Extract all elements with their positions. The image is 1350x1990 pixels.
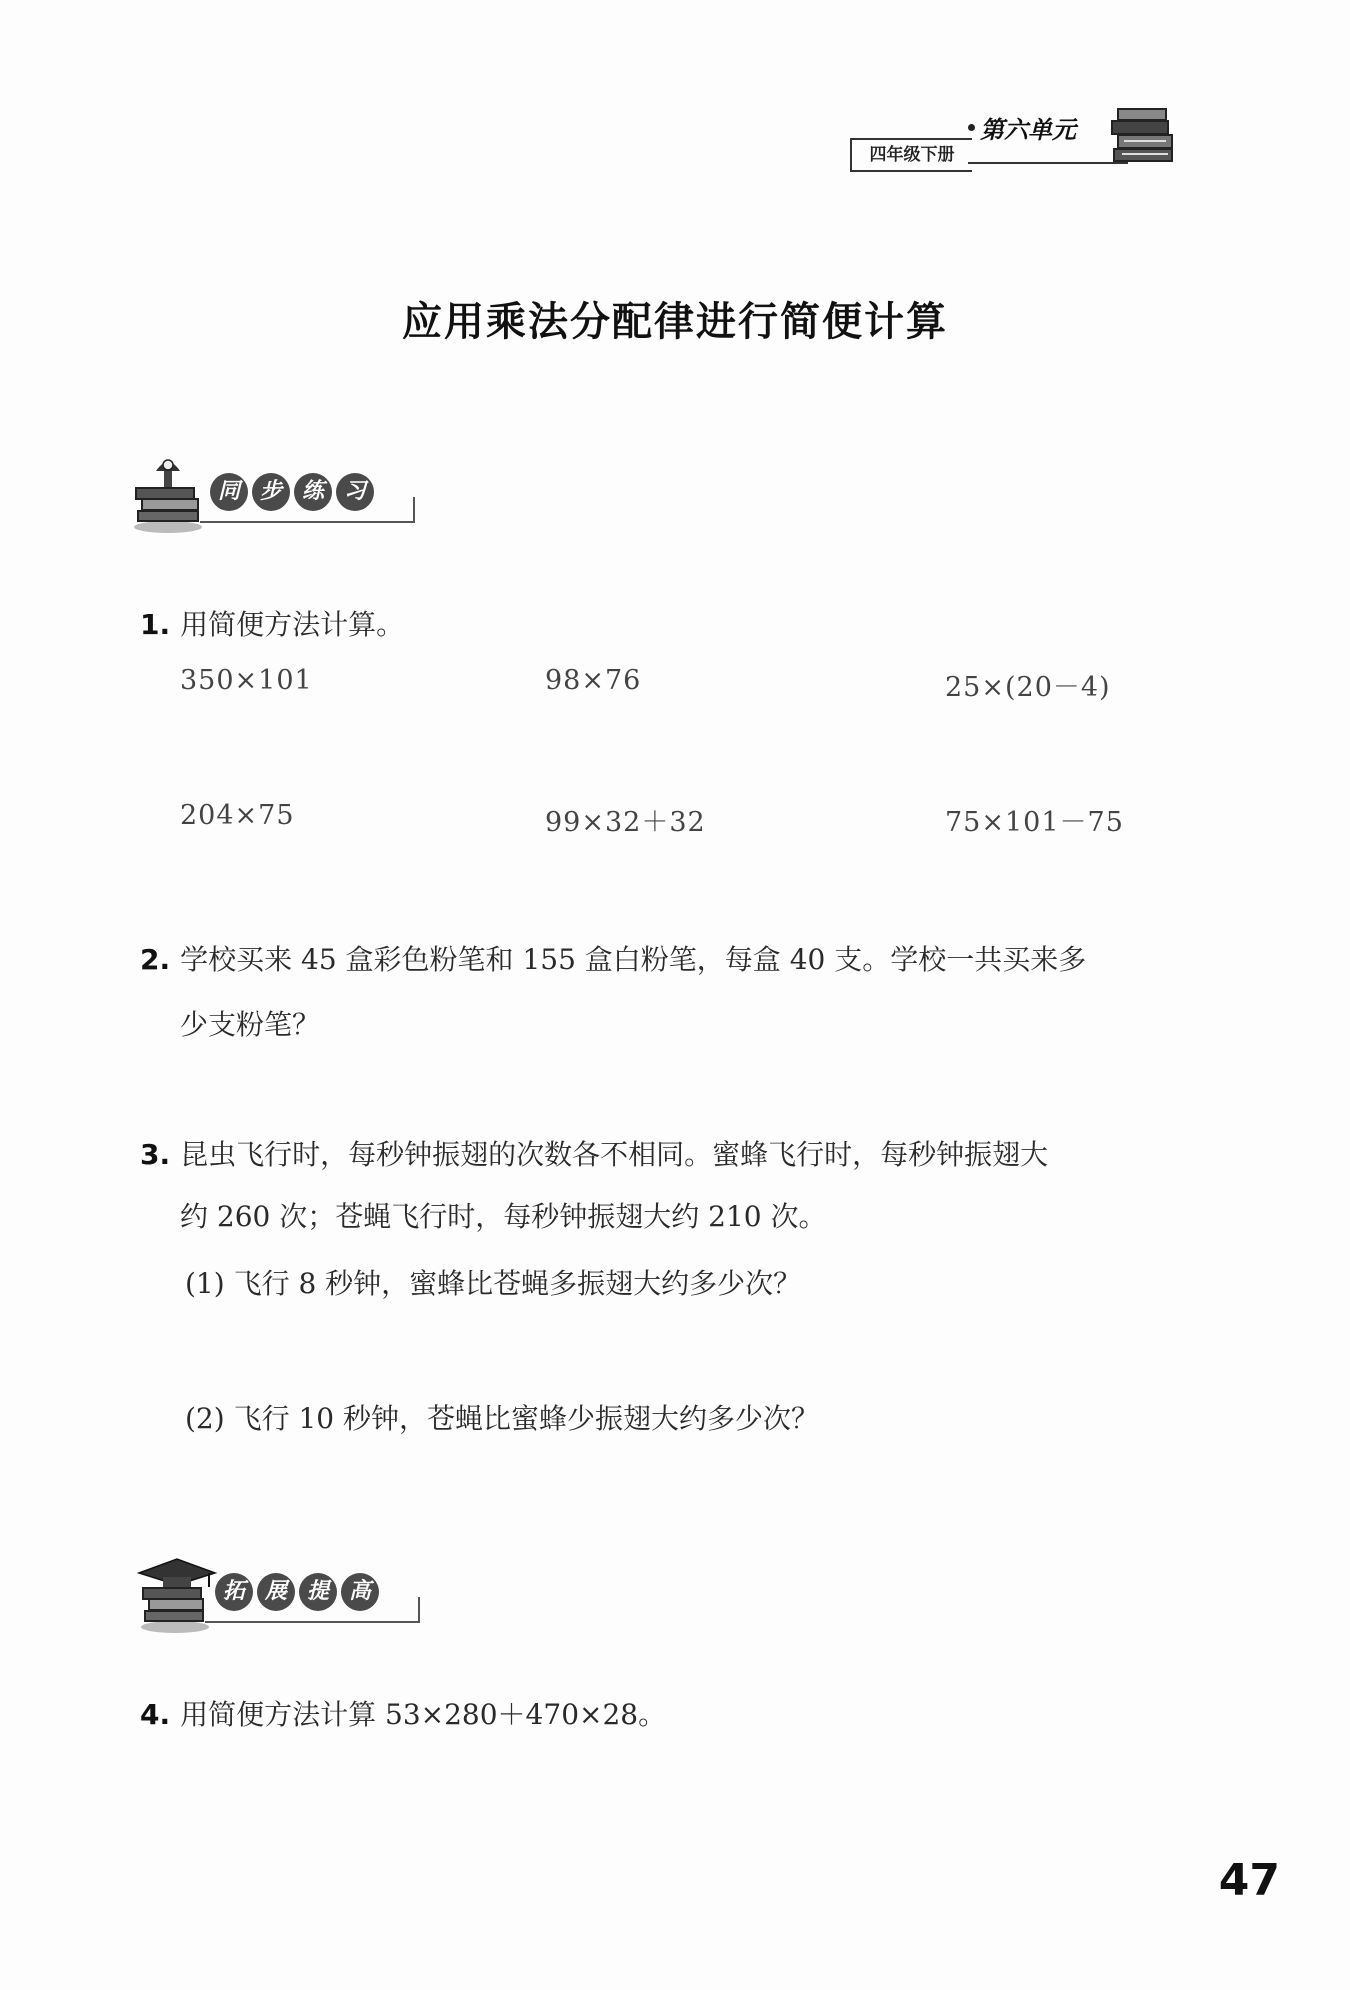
section-extend [135,1555,425,1635]
question-number: 4. [140,1698,171,1731]
section-practice [130,455,420,535]
expression: 98×76 [545,665,642,696]
section-char: 练 [294,473,332,511]
question-number: 3. [140,1138,171,1171]
section-rule [205,1621,420,1623]
section-rule-end [418,1597,420,1623]
section-title [210,473,374,511]
section-char: 展 [257,1573,295,1611]
section-char: 提 [299,1573,337,1611]
expression: 25×(20－4) [945,672,1111,703]
books-lamp-icon [130,455,210,535]
books-icon [1108,105,1180,175]
unit-header [850,100,1180,180]
question-text: 学校买来 45 盒彩色粉笔和 155 盒白粉笔，每盒 40 支。学校一共买来多 [180,943,1087,976]
expression: 204×75 [180,800,295,831]
sub-question-1: (1) 飞行 8 秒钟，蜜蜂比苍蝇多振翅大约多少次？ [185,1267,802,1300]
section-char: 拓 [215,1573,253,1611]
page-number: 47 [1218,1855,1280,1906]
header-rule [968,162,1128,164]
books-cap-icon [135,1555,219,1635]
grade-label: 四年级下册 [850,138,972,172]
question-2 [140,935,1086,984]
question-number: 1. [140,608,171,641]
expression: 75×101－75 [945,807,1124,838]
question-1 [140,600,404,649]
section-char: 习 [336,473,374,511]
page-title: 应用乘法分配律进行简便计算 [402,299,948,345]
question-4 [140,1690,666,1739]
question-text: 昆虫飞行时，每秒钟振翅的次数各不相同。蜜蜂飞行时，每秒钟振翅大 [180,1138,1049,1171]
section-char: 高 [341,1573,379,1611]
expression: 99×32＋32 [545,807,706,838]
question-2-continued: 少支粉笔？ [180,1008,321,1041]
section-char: 步 [252,473,290,511]
question-text: 用简便方法计算。 [180,608,405,641]
unit-label: 第六单元 [980,116,1076,144]
question-number: 2. [140,943,171,976]
expression: 350×101 [180,665,313,696]
question-3 [140,1130,1048,1179]
section-rule-end [413,497,415,523]
section-rule [200,521,415,523]
question-text: 用简便方法计算 53×280＋470×28。 [180,1698,667,1731]
header-dot [968,124,975,131]
section-char: 同 [210,473,248,511]
question-3-continued: 约 260 次；苍蝇飞行时，每秒钟振翅大约 210 次。 [180,1200,827,1233]
section-title [215,1573,379,1611]
sub-question-2: (2) 飞行 10 秒钟，苍蝇比蜜蜂少振翅大约多少次？ [185,1402,819,1435]
